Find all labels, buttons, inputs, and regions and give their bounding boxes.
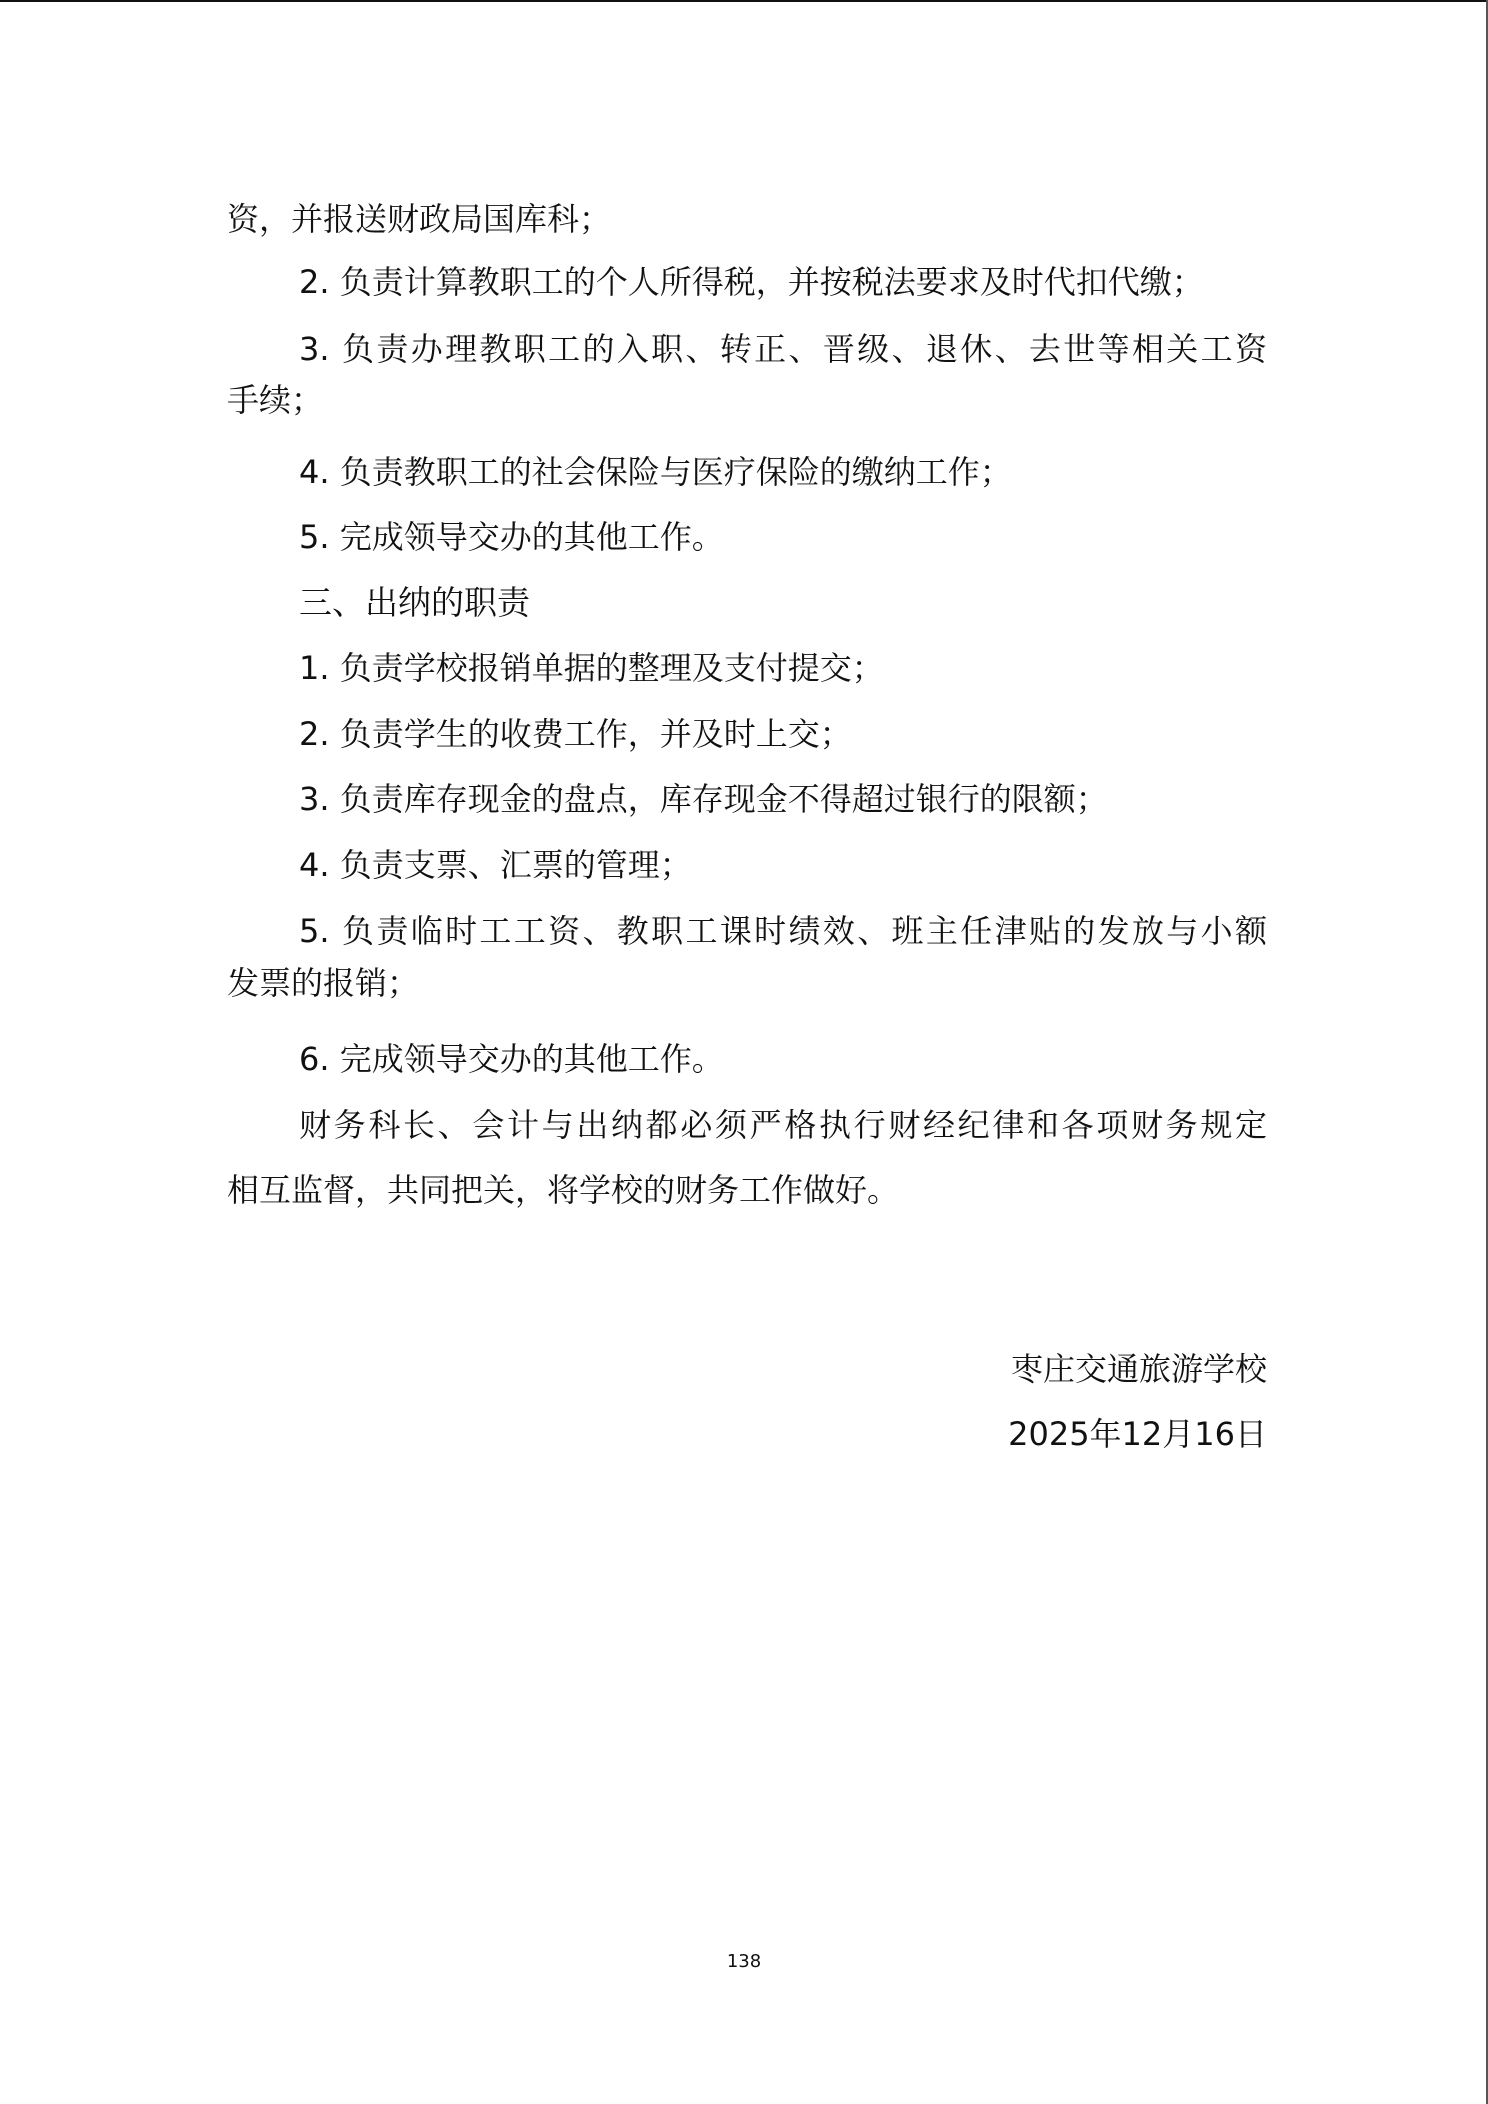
signature-date: 2025年12月16日 [1008, 1415, 1267, 1453]
list-item: 5. 负责临时工工资、教职工课时绩效、班主任津贴的发放与小额 [299, 912, 1267, 950]
paragraph-line: 相互监督，共同把关，将学校的财务工作做好。 [227, 1171, 900, 1209]
signature-organization: 枣庄交通旅游学校 [1010, 1350, 1267, 1388]
list-item: 3. 负责库存现金的盘点，库存现金不得超过银行的限额； [299, 780, 1108, 818]
list-item: 6. 完成领导交办的其他工作。 [299, 1040, 724, 1078]
list-item-continuation: 手续； [227, 381, 324, 419]
list-item: 2. 负责学生的收费工作，并及时上交； [299, 715, 852, 753]
section-heading: 三、出纳的职责 [299, 583, 530, 622]
list-item: 4. 负责教职工的社会保险与医疗保险的缴纳工作； [299, 453, 1012, 491]
page-number: 138 [726, 1951, 762, 1972]
list-item: 2. 负责计算教职工的个人所得税，并按税法要求及时代扣代缴； [299, 263, 1204, 301]
list-item: 1. 负责学校报销单据的整理及支付提交； [299, 649, 884, 687]
list-item: 4. 负责支票、汇票的管理； [299, 846, 692, 884]
paragraph-line: 财务科长、会计与出纳都必须严格执行财经纪律和各项财务规定 [299, 1106, 1267, 1144]
list-item-continuation: 发票的报销； [227, 964, 420, 1002]
list-item: 3. 负责办理教职工的入职、转正、晋级、退休、去世等相关工资 [299, 330, 1267, 368]
list-item: 5. 完成领导交办的其他工作。 [299, 518, 724, 556]
top-border [0, 0, 1488, 2]
paragraph-line: 资，并报送财政局国库科； [227, 200, 612, 238]
